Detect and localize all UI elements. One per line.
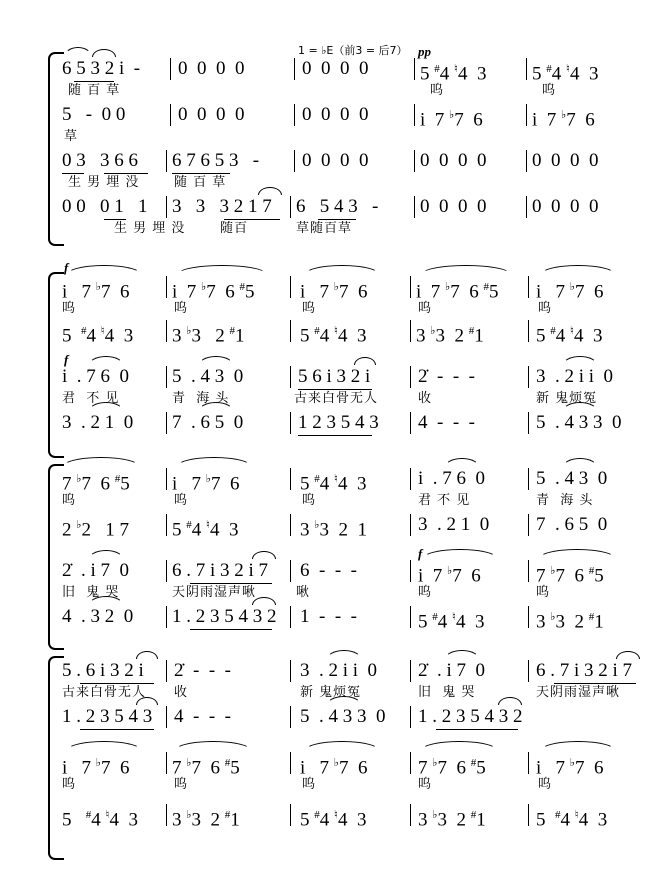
barline xyxy=(166,660,167,682)
notes-measure-2: i 7 ♭7 6 xyxy=(172,473,240,495)
lyric-measure-1: 呜 xyxy=(62,301,77,316)
notes-measure-4: 1 . 2 3 5 4 3 2 xyxy=(418,706,523,727)
note-row xyxy=(62,604,648,633)
staff-s2-v2 xyxy=(62,318,648,364)
lyric-measure-2: 随百 xyxy=(220,221,249,236)
staff-s1-v1 xyxy=(62,56,648,102)
notes-measure-1: 2̇ . i 7 0 xyxy=(62,560,130,581)
lyric-row xyxy=(62,390,648,408)
lyric-measure-2: 呜 xyxy=(174,301,189,316)
notes-measure-2: 6 . 7 i 3 2 i 7 xyxy=(172,560,269,581)
staff-s4-v4 xyxy=(62,802,648,848)
lyric-measure-4: 旧 鬼 哭 xyxy=(418,685,476,700)
system-3 xyxy=(0,460,648,650)
barline xyxy=(290,752,291,774)
lyric-measure-2: 呜 xyxy=(174,493,189,508)
barline xyxy=(166,752,167,774)
lyric-row xyxy=(62,584,648,602)
notes-measure-3: 6 - - - xyxy=(300,560,357,581)
notes-measure-3: i 7 ♭7 6 xyxy=(300,281,368,303)
notes-measure-1: 3 . 2 1 0 xyxy=(62,412,134,433)
barline xyxy=(290,412,291,434)
notes-measure-1: 1 . 2 3 5 4 3 xyxy=(62,706,153,727)
lyric-measure-3: 呜 xyxy=(302,777,317,792)
staff-s3-v4 xyxy=(62,604,648,650)
note-row xyxy=(62,512,648,541)
notes-measure-4: 4 - - - xyxy=(418,412,475,433)
notes-measure-2: 6 7 6 5 3 - xyxy=(172,150,260,171)
lyric-measure-5: 天阴雨湿声啾 xyxy=(536,685,621,700)
staff-s2-v3 xyxy=(62,352,648,410)
notes-measure-3: 6 5 4 3 - xyxy=(296,196,379,217)
barline xyxy=(290,196,291,218)
notes-measure-5: 0 0 0 0 xyxy=(532,150,599,171)
barline xyxy=(410,752,411,774)
note-row xyxy=(62,704,648,730)
staff-s2-v1 xyxy=(62,274,648,320)
barline xyxy=(166,606,167,628)
barline xyxy=(414,150,415,172)
barline xyxy=(528,606,529,628)
notes-measure-2: 5 #4 ♮4 3 xyxy=(172,519,239,541)
note-row xyxy=(62,558,648,587)
notes-measure-3: 3 ♭3 2 1 xyxy=(300,519,367,541)
notes-measure-2: 7 ♭7 6 #5 xyxy=(172,757,240,779)
notes-measure-4: 0 0 0 0 xyxy=(420,196,487,217)
barline xyxy=(526,104,527,126)
notes-measure-1: 6 5 3 2 i - xyxy=(62,58,141,79)
notes-measure-1: 0 0 0 1 1 xyxy=(62,196,148,217)
notes-measure-4: i 7 ♭7 6 xyxy=(420,109,483,131)
notes-measure-4: i 7 ♭7 6 #5 xyxy=(416,281,499,303)
notes-measure-2: 4 - - - xyxy=(174,706,231,727)
notes-measure-5: 6 . 7 i 3 2 i 7 xyxy=(536,660,633,681)
barline xyxy=(290,804,291,826)
notes-measure-1: i . 7 6 0 xyxy=(62,366,130,387)
notes-measure-4: 3 ♭3 2 #1 xyxy=(418,809,486,831)
lyric-measure-5: 新 鬼烦冤 xyxy=(536,391,598,406)
barline xyxy=(410,560,411,582)
barline xyxy=(294,104,295,126)
notes-measure-2: 5 . 4 3 0 xyxy=(172,366,244,387)
barline xyxy=(166,366,167,388)
lyric-measure-3: 啾 xyxy=(296,585,311,600)
barline xyxy=(528,468,529,490)
notes-measure-4: 5 #4 ♮4 3 xyxy=(418,611,485,633)
lyric-measure-1: 生 男 埋 没 xyxy=(68,175,140,190)
barline xyxy=(526,196,527,218)
dynamic-f-3: f xyxy=(418,546,423,561)
barline xyxy=(290,276,291,298)
notes-measure-3: 1 - - - xyxy=(300,606,357,627)
barline xyxy=(166,706,167,728)
note-row xyxy=(62,750,648,779)
notes-measure-4: 3 ♭3 2 #1 xyxy=(416,325,484,347)
notes-measure-3: 5 6 i 3 2 i xyxy=(298,366,371,387)
notes-measure-5: 7 . 6 5 0 xyxy=(536,514,608,535)
barline xyxy=(290,560,291,582)
notes-measure-3: 0 0 0 0 xyxy=(302,104,369,125)
lyric-measure-1: 草 xyxy=(64,129,79,144)
lyric-row xyxy=(62,128,648,146)
barline xyxy=(290,366,291,388)
lyric-row xyxy=(62,492,648,510)
lyric-measure-3: 呜 xyxy=(302,301,317,316)
barline xyxy=(290,660,291,682)
note-row xyxy=(62,410,648,436)
lyric-row xyxy=(62,630,648,648)
notes-measure-5: 5 #4 ♮4 3 xyxy=(536,809,608,831)
lyric-row xyxy=(62,82,648,100)
lyric-measure-5: 呜 xyxy=(538,777,553,792)
staff-s3-v1 xyxy=(62,466,648,512)
barline xyxy=(528,412,529,434)
barline xyxy=(528,514,529,536)
notes-measure-3: 0 0 0 0 xyxy=(302,150,369,171)
lyric-measure-1: 呜 xyxy=(62,777,77,792)
lyric-measure-5: 呜 xyxy=(542,83,557,98)
notes-measure-4: i . 7 6 0 xyxy=(418,468,486,489)
staff-s1-v2 xyxy=(62,102,648,148)
lyric-measure-1: 旧 鬼 哭 xyxy=(62,585,120,600)
barline xyxy=(414,196,415,218)
lyric-row xyxy=(62,828,648,846)
notes-measure-2: 1 . 2 3 5 4 3 2 xyxy=(172,606,277,627)
notes-measure-2: 7 . 6 5 0 xyxy=(172,412,244,433)
notes-measure-1: 0 3 3 6 6 xyxy=(62,150,138,171)
barline xyxy=(166,412,167,434)
barline xyxy=(528,366,529,388)
notes-measure-3: i 7 ♭7 6 xyxy=(300,757,368,779)
notes-measure-2: 0 0 0 0 xyxy=(178,58,245,79)
notes-measure-1: 2 ♭2 1 7 xyxy=(62,519,129,541)
notes-measure-5: 5 . 4 3 0 xyxy=(536,468,608,489)
notes-measure-4: 0 0 0 0 xyxy=(420,150,487,171)
staff-s2-v4 xyxy=(62,410,648,456)
notes-measure-4: 7 ♭7 6 #5 xyxy=(418,757,486,779)
note-row xyxy=(62,274,648,303)
lyric-measure-4: 收 xyxy=(418,391,433,406)
tempo-marking: 1 = ♭E（前3 = 后7） xyxy=(298,44,408,57)
notes-measure-1: 7 ♭7 6 #5 xyxy=(62,473,130,495)
lyric-measure-1: 呜 xyxy=(62,493,77,508)
barline xyxy=(414,58,415,80)
note-row xyxy=(62,102,648,131)
lyric-measure-5: 青 海 头 xyxy=(536,493,594,508)
barline xyxy=(166,150,167,172)
notes-measure-1: 5 - 0 0 xyxy=(62,104,126,125)
notes-measure-5: 5 . 4 3 3 0 xyxy=(536,412,622,433)
notes-measure-5: 7 ♭7 6 #5 xyxy=(536,565,604,587)
lyric-measure-4: 呜 xyxy=(430,83,445,98)
notes-measure-1: 5 . 6 i 3 2 i xyxy=(62,660,144,681)
lyric-measure-4: 呜 xyxy=(418,585,433,600)
lyric-row xyxy=(62,436,648,454)
dynamic-f-2: f xyxy=(64,352,69,367)
lyric-row xyxy=(62,220,648,238)
barline xyxy=(410,412,411,434)
lyric-measure-4: 君 不 见 xyxy=(418,493,471,508)
lyric-measure-1: 君 不 见 xyxy=(62,391,120,406)
barline xyxy=(166,468,167,490)
notes-measure-1: i 7 ♭7 6 xyxy=(62,281,130,303)
staff-s1-v4 xyxy=(62,194,648,240)
lyric-measure-3: 草随百草 xyxy=(296,221,353,236)
lyric-row xyxy=(62,174,648,192)
barline xyxy=(166,196,167,218)
barline xyxy=(290,514,291,536)
barline xyxy=(410,606,411,628)
notes-measure-1: i 7 ♭7 6 xyxy=(62,757,130,779)
lyric-measure-2: 青 海 头 xyxy=(172,391,230,406)
note-row xyxy=(62,802,648,831)
lyric-row xyxy=(62,776,648,794)
barline xyxy=(170,104,171,126)
barline xyxy=(410,366,411,388)
barline xyxy=(528,276,529,298)
notes-measure-5: 3 . 2 i i 0 xyxy=(536,366,614,387)
barline xyxy=(528,804,529,826)
note-row xyxy=(62,364,648,390)
notes-measure-4: 2̇ - - - xyxy=(418,366,475,387)
lyric-measure-5: 呜 xyxy=(538,301,553,316)
barline xyxy=(410,660,411,682)
notes-measure-4: 2̇ . i 7 0 xyxy=(418,660,486,681)
note-row xyxy=(62,658,648,684)
lyric-measure-3: 新 鬼烦冤 xyxy=(300,685,362,700)
barline xyxy=(528,752,529,774)
barline xyxy=(166,560,167,582)
barline xyxy=(166,514,167,536)
lyric-measure-3: 古来白骨无人 xyxy=(294,391,379,406)
note-row xyxy=(62,194,648,220)
notes-measure-1: 4 . 3 2 0 xyxy=(62,606,134,627)
notes-measure-5: 5 #4 ♮4 3 xyxy=(532,63,599,85)
barline xyxy=(410,468,411,490)
system-4 xyxy=(0,652,648,862)
notes-measure-4: 5 #4 ♮4 3 xyxy=(420,63,487,85)
barline xyxy=(528,320,529,342)
barline xyxy=(526,58,527,80)
lyric-measure-1: 古来白骨无人 xyxy=(62,685,147,700)
barline xyxy=(528,560,529,582)
barline xyxy=(166,804,167,826)
barline xyxy=(170,58,171,80)
notes-measure-4: i 7 ♭7 6 xyxy=(418,565,481,587)
notes-measure-2: 3 ♭3 2 #1 xyxy=(172,809,240,831)
notes-measure-1: 5 #4 ♮4 3 xyxy=(62,809,138,831)
barline xyxy=(410,320,411,342)
staff-s3-v3 xyxy=(62,546,648,604)
barline xyxy=(410,276,411,298)
note-row xyxy=(62,318,648,347)
notes-measure-2: i 7 ♭7 6 #5 xyxy=(172,281,255,303)
tie xyxy=(136,651,158,659)
notes-measure-5: i 7 ♭7 6 xyxy=(536,757,604,779)
note-row xyxy=(62,466,648,495)
tie xyxy=(616,651,640,659)
notes-measure-5: 5 #4 ♮4 3 xyxy=(536,325,603,347)
notes-measure-2: 3 ♭3 2 #1 xyxy=(172,325,245,347)
system-1 xyxy=(0,44,648,244)
notes-measure-3: 5 #4 ♮4 3 xyxy=(300,325,367,347)
notes-measure-5: 3 ♭3 2 #1 xyxy=(536,611,604,633)
barline xyxy=(166,320,167,342)
lyric-row xyxy=(62,344,648,362)
lyric-measure-2: 天阴雨湿声啾 xyxy=(172,585,257,600)
dynamic-pp: pp xyxy=(418,44,431,59)
notes-measure-4: 3 . 2 1 0 xyxy=(418,514,490,535)
barline xyxy=(528,660,529,682)
notes-measure-3: 5 #4 ♮4 3 xyxy=(300,473,367,495)
barline xyxy=(290,606,291,628)
barline xyxy=(414,104,415,126)
barline xyxy=(290,320,291,342)
barline xyxy=(410,514,411,536)
barline xyxy=(294,58,295,80)
lyric-measure-1: 生 男 埋 没 xyxy=(114,221,186,236)
lyric-measure-2: 收 xyxy=(174,685,189,700)
lyric-measure-2: 呜 xyxy=(174,777,189,792)
notes-measure-1: 5 #4 ♮4 3 xyxy=(62,325,134,347)
barline xyxy=(290,706,291,728)
note-row xyxy=(62,148,648,174)
staff-s4-v3 xyxy=(62,750,648,796)
barline xyxy=(410,804,411,826)
notes-measure-5: i 7 ♭7 6 xyxy=(532,109,595,131)
notes-measure-3: 0 0 0 0 xyxy=(302,58,369,79)
notes-measure-2: 0 0 0 0 xyxy=(178,104,245,125)
notes-measure-3: 1 2 3 5 4 3 xyxy=(298,412,379,433)
note-row xyxy=(62,56,648,85)
lyric-measure-3: 呜 xyxy=(302,493,317,508)
notes-measure-5: i 7 ♭7 6 xyxy=(536,281,604,303)
notes-measure-3: 3 . 2 i i 0 xyxy=(300,660,378,681)
lyric-measure-5: 呜 xyxy=(536,585,551,600)
barline xyxy=(526,150,527,172)
lyric-measure-2: 随 百 草 xyxy=(174,175,227,190)
notes-measure-3: 5 . 4 3 3 0 xyxy=(300,706,386,727)
barline xyxy=(294,150,295,172)
dynamic-f-1: f xyxy=(64,260,69,275)
barline xyxy=(410,706,411,728)
notes-measure-2: 2̇ - - - xyxy=(174,660,231,681)
notes-measure-2: 3 3 3 2 1 7 xyxy=(172,196,272,217)
staff-s1-v3 xyxy=(62,148,648,194)
notes-measure-3: 5 #4 ♮4 3 xyxy=(300,809,367,831)
notes-measure-5: 0 0 0 0 xyxy=(532,196,599,217)
barline xyxy=(166,276,167,298)
system-2 xyxy=(0,260,648,458)
barline xyxy=(290,468,291,490)
lyric-row xyxy=(62,300,648,318)
lyric-measure-1: 随 百 草 xyxy=(68,83,121,98)
lyric-measure-4: 呜 xyxy=(418,301,433,316)
lyric-measure-4: 呜 xyxy=(418,777,433,792)
